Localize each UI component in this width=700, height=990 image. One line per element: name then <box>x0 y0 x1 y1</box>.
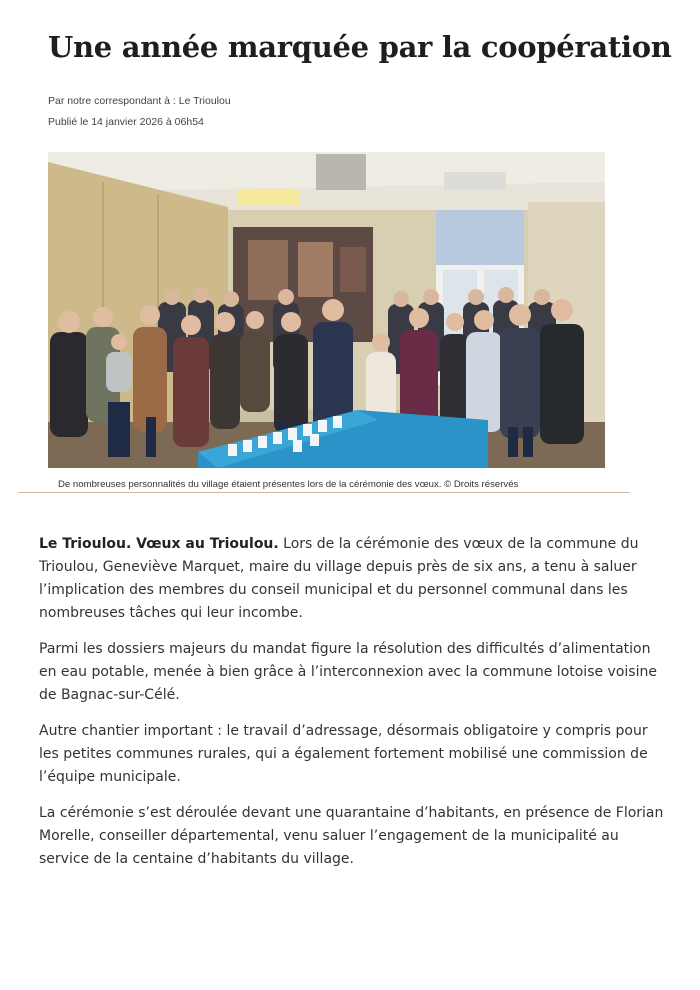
article-title: Une année marquée par la coopération <box>48 30 672 64</box>
photo-caption: De nombreuses personnalités du village étaient présentes lors de la cérémonie des vœux. © Droits réservés <box>58 479 519 490</box>
paragraph-text: Lors de la cérémonie des vœux de la commune du Trioulou, Geneviève Marquet, maire du village depuis près de six ans, a tenu à saluer l’implication des membres du conseil municipal et du personnel communal dans les nombreuses tâches qui leur incombe. <box>39 536 639 621</box>
publication-date: Publié le 14 janvier 2026 à 06h54 <box>48 116 204 128</box>
article-byline: Par notre correspondant à : Le Trioulou <box>48 95 231 107</box>
article-lead: Le Trioulou. Vœux au Trioulou. <box>39 536 279 552</box>
article-paragraph: Parmi les dossiers majeurs du mandat figure la résolution des difficultés d’alimentation en eau potable, menée à bien grâce à l’interconnexion avec la commune lotoise voisine de Bagnac-sur-Célé. <box>39 641 657 703</box>
article-body <box>39 533 664 884</box>
article-photo <box>48 152 605 468</box>
article-paragraph: La cérémonie s’est déroulée devant une quarantaine d’habitants, en présence de Florian Morelle, conseiller départemental, venu saluer l’engagement de la municipalité au service de la centaine d’habitants du village. <box>39 805 664 867</box>
caption-divider <box>18 492 630 493</box>
article-paragraph <box>39 533 664 625</box>
article-paragraph: Autre chantier important : le travail d’adressage, désormais obligatoire y compris pour les petites communes rurales, qui a également fortement mobilisé une commission de l’équipe municipale. <box>39 723 648 785</box>
